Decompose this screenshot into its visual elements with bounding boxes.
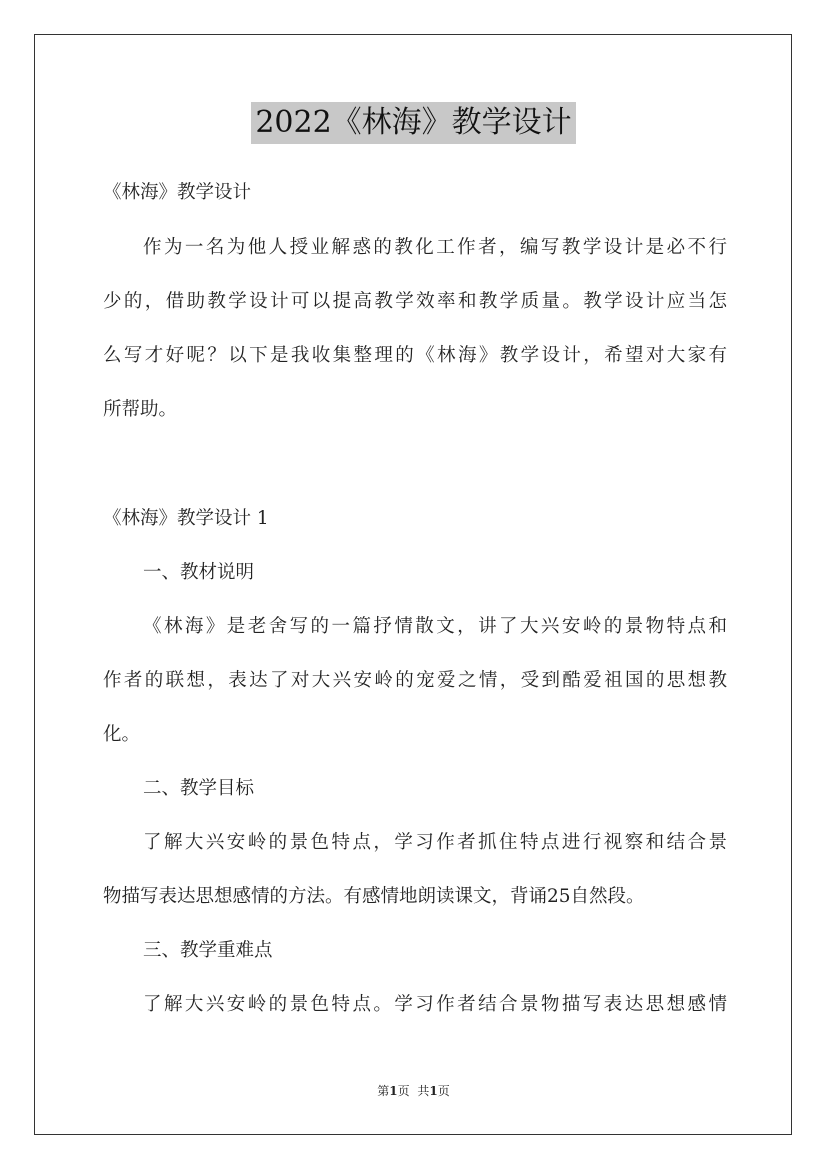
footer-page-suffix: 页 [397, 1084, 410, 1098]
part-2-line-1: 了解大兴安岭的景色特点，学习作者抓住特点进行视察和结合景 [143, 832, 727, 853]
footer-total-suffix: 页 [437, 1084, 450, 1098]
part-2-line-2: 物描写表达思想感情的方法。有感情地朗读课文，背诵25自然段。 [103, 886, 645, 907]
intro-line-1: 作为一名为他人授业解惑的教化工作者，编写教学设计是必不行 [143, 237, 727, 258]
footer-total-pages: 1 [429, 1084, 438, 1098]
document-subtitle: 《林海》教学设计 [103, 182, 252, 203]
part-1-line-2: 作者的联想，表达了对大兴安岭的宠爱之情，受到酷爱祖国的思想教 [103, 670, 727, 691]
document-title-block [0, 102, 827, 144]
part-3-heading: 三、教学重难点 [143, 940, 273, 961]
footer-page-prefix: 第 [377, 1084, 390, 1098]
part-3-line-1: 了解大兴安岭的景色特点。学习作者结合景物描写表达思想感情 [143, 994, 727, 1015]
page-footer [0, 1083, 827, 1099]
document-title: 2022《林海》教学设计 [251, 102, 575, 144]
intro-line-4: 所帮助。 [103, 399, 178, 420]
part-2-heading: 二、教学目标 [143, 778, 255, 799]
part-1-line-1: 《林海》是老舍写的一篇抒情散文，讲了大兴安岭的景物特点和 [143, 616, 727, 637]
intro-line-3: 么写才好呢？以下是我收集整理的《林海》教学设计，希望对大家有 [103, 345, 727, 366]
footer-page-number: 1 [389, 1084, 398, 1098]
intro-line-2: 少的，借助教学设计可以提高教学效率和教学质量。教学设计应当怎 [103, 291, 727, 312]
part-1-line-3: 化。 [103, 724, 141, 745]
part-1-heading: 一、教材说明 [143, 562, 255, 583]
footer-total-prefix: 共 [417, 1084, 430, 1098]
section-1-heading: 《林海》教学设计 1 [103, 508, 269, 529]
